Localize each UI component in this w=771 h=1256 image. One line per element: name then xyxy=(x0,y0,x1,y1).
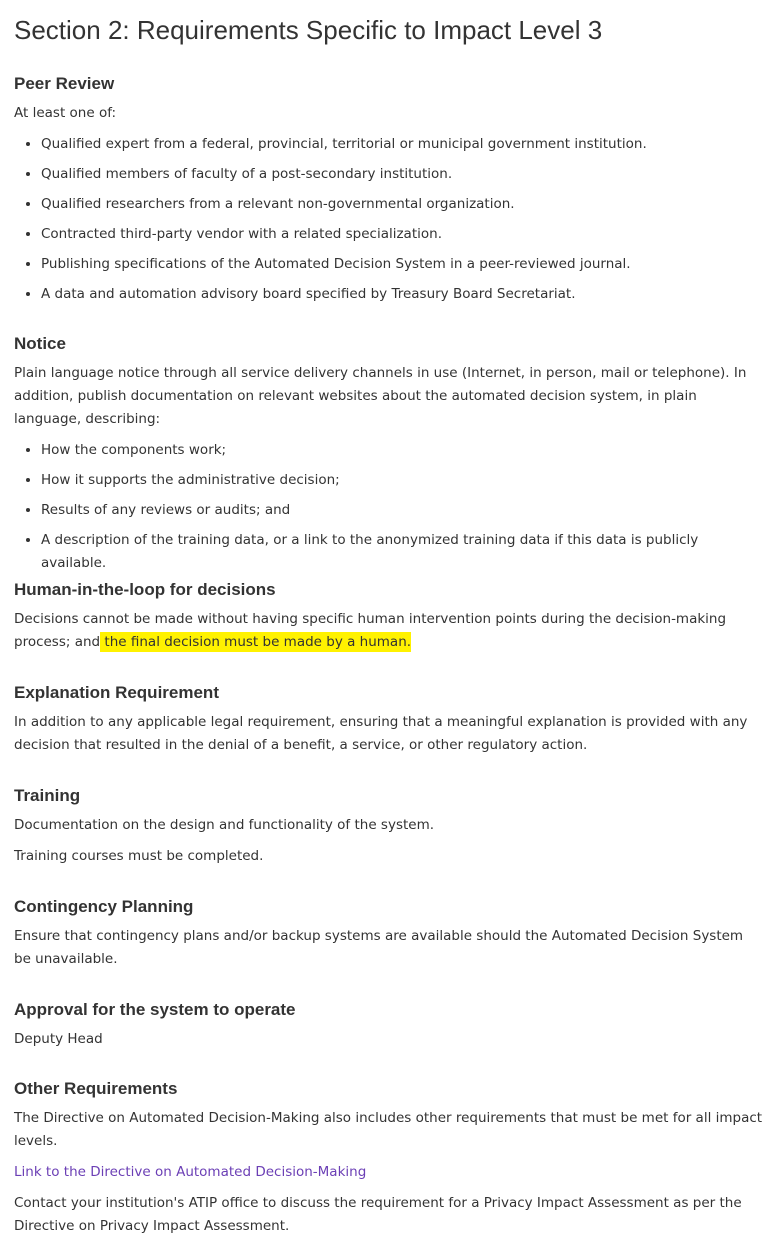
atip-contact-text: Contact your institution's ATIP office to discuss the requirement for a Privacy Impact Assessment as per the Directive on Privacy Impact Assessment. xyxy=(14,1195,742,1234)
other-requirements-heading: Other Requirements xyxy=(14,1079,178,1098)
contingency-body: Ensure that contingency plans and/or backup systems are available should the Automated Decision System be unavailable. xyxy=(14,928,744,967)
notice-body: Plain language notice through all service delivery channels in use (Internet, in person, mail or telephone). In addition, publish documentation on relevant websites about the automated decision system, in plain language, describing: xyxy=(14,365,747,427)
other-requirements-body: The Directive on Automated Decision-Making also includes other requirements that must be met for all impact levels. xyxy=(14,1110,763,1149)
training-section xyxy=(14,785,764,876)
directive-link[interactable]: Link to the Directive on Automated Decision-Making xyxy=(14,1164,367,1180)
list-item: • Publishing specifications of the Automated Decision System in a peer-reviewed journal. xyxy=(41,253,764,276)
human-in-loop-heading: Human-in-the-loop for decisions xyxy=(14,580,276,599)
contingency-section xyxy=(14,896,764,979)
peer-review-heading: Peer Review xyxy=(14,74,115,93)
approval-body: Deputy Head xyxy=(14,1031,103,1047)
list-item: • Contracted third-party vendor with a related specialization. xyxy=(41,223,764,246)
notice-section xyxy=(14,333,764,582)
list-item: • A description of the training data, or a link to the anonymized training data if this data is publicly available. xyxy=(41,529,764,575)
list-item: • Qualified expert from a federal, provincial, territorial or municipal government institution. xyxy=(41,133,764,156)
highlighted-text: the final decision must be made by a human. xyxy=(100,634,412,650)
training-heading: Training xyxy=(14,786,81,805)
list-item: • Qualified members of faculty of a post-secondary institution. xyxy=(41,163,764,186)
human-in-loop-section xyxy=(14,579,764,662)
list-item: • Results of any reviews or audits; and xyxy=(41,499,764,522)
training-body-2: Training courses must be completed. xyxy=(14,848,264,864)
human-in-loop-text: Decisions cannot be made without having specific human intervention points during the decision-making process; and xyxy=(14,611,727,650)
human-in-loop-body xyxy=(14,608,764,654)
list-item: • How it supports the administrative decision; xyxy=(41,469,764,492)
explanation-body: In addition to any applicable legal requirement, ensuring that a meaningful explanation is provided with any decision that resulted in the denial of a benefit, a service, or other regulatory action. xyxy=(14,714,748,753)
notice-heading: Notice xyxy=(14,334,66,353)
peer-review-intro: At least one of: xyxy=(14,105,117,121)
peer-review-list xyxy=(14,133,764,306)
directive-link-paragraph xyxy=(14,1161,764,1184)
peer-review-section xyxy=(14,73,764,313)
list-item: • How the components work; xyxy=(41,439,764,462)
contingency-heading: Contingency Planning xyxy=(14,897,194,916)
approval-heading: Approval for the system to operate xyxy=(14,1000,296,1019)
explanation-heading: Explanation Requirement xyxy=(14,683,219,702)
other-requirements-section xyxy=(14,1078,764,1246)
training-body-1: Documentation on the design and functionality of the system. xyxy=(14,817,435,833)
approval-section xyxy=(14,999,764,1059)
list-item: • A data and automation advisory board specified by Treasury Board Secretariat. xyxy=(41,283,764,306)
explanation-section xyxy=(14,682,764,765)
notice-list xyxy=(14,439,764,575)
page-title: Section 2: Requirements Specific to Impact Level 3 xyxy=(14,15,603,45)
list-item: • Qualified researchers from a relevant non-governmental organization. xyxy=(41,193,764,216)
